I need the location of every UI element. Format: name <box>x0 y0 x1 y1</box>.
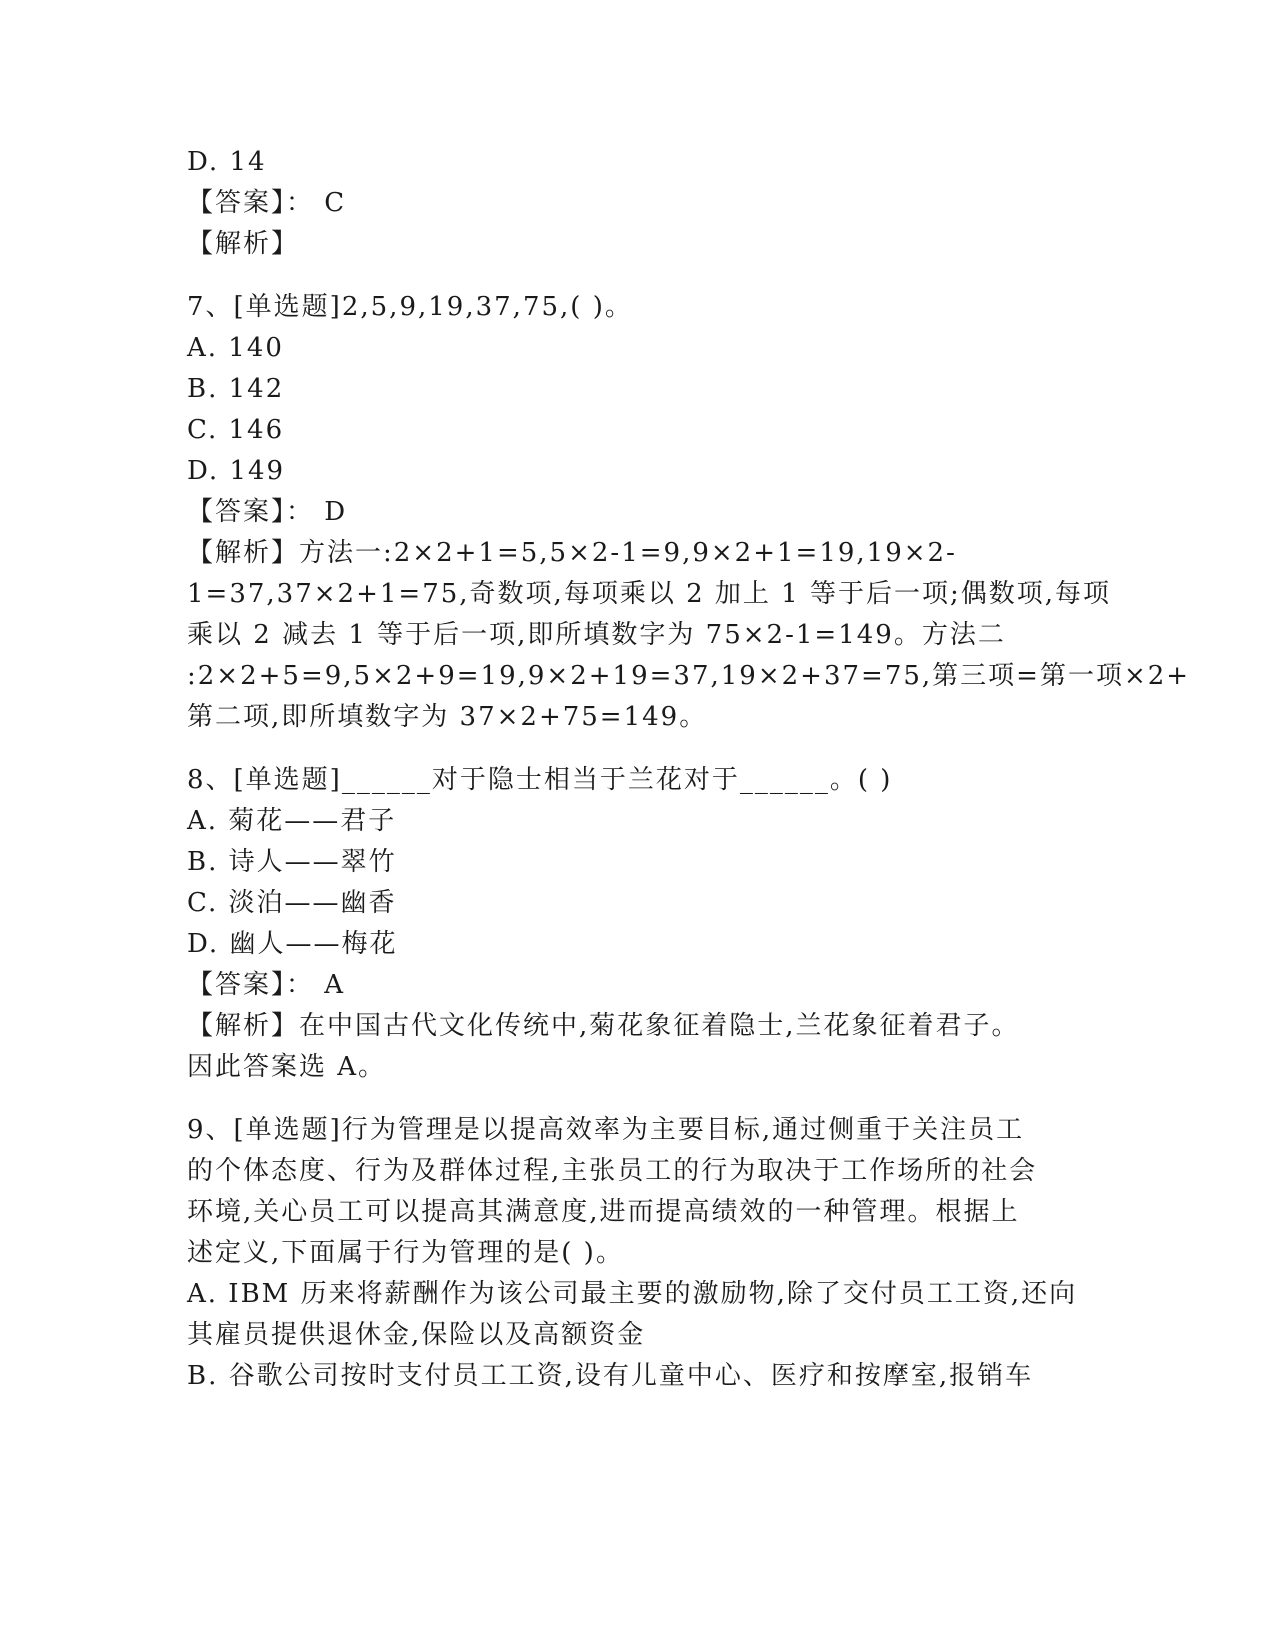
q7-stem: 7、[单选题]2,5,9,19,37,75,( )。 <box>187 292 633 322</box>
q7-analysis-line: 1=37,37×2+1=75,奇数项,每项乘以 2 加上 1 等于后一项;偶数项,每项 <box>187 579 1111 609</box>
q9-option-b-line: B. 谷歌公司按时支付员工工资,设有儿童中心、医疗和按摩室,报销车 <box>187 1361 1034 1391</box>
q9-stem-line: 的个体态度、行为及群体过程,主张员工的行为取决于工作场所的社会 <box>187 1156 1038 1186</box>
q7-option-d: D. 149 <box>187 456 286 486</box>
q8-option-a: A. 菊花——君子 <box>187 806 397 836</box>
q8-analysis-line: 因此答案选 A。 <box>187 1052 387 1082</box>
q9-stem-line: 述定义,下面属于行为管理的是( )。 <box>187 1238 624 1268</box>
q7-analysis-line: :2×2+5=9,5×2+9=19,9×2+19=37,19×2+37=75,第三项=第一项×2+ <box>187 661 1191 691</box>
q8-option-d: D. 幽人——梅花 <box>187 929 398 959</box>
q7-option-b: B. 142 <box>187 374 285 404</box>
q6-option-d: D. 14 <box>187 147 267 177</box>
q8-stem: 8、[单选题]______对于隐士相当于兰花对于______。( ) <box>187 765 893 795</box>
q7-option-a: A. 140 <box>187 333 284 363</box>
q8-analysis-line: 【解析】在中国古代文化传统中,菊花象征着隐士,兰花象征着君子。 <box>187 1011 1020 1041</box>
q9-stem-line: 环境,关心员工可以提高其满意度,进而提高绩效的一种管理。根据上 <box>187 1197 1020 1227</box>
q7-analysis-line: 【解析】方法一:2×2+1=5,5×2-1=9,9×2+1=19,19×2- <box>187 538 957 568</box>
q9-option-a-line: 其雇员提供退休金,保险以及高额资金 <box>187 1320 646 1350</box>
q7-analysis-line: 第二项,即所填数字为 37×2+75=149。 <box>187 702 708 732</box>
q7-answer: 【答案】： D <box>187 497 348 527</box>
q9-option-a-line: A. IBM 历来将薪酬作为该公司最主要的激励物,除了交付员工工资,还向 <box>187 1279 1078 1309</box>
q6-analysis: 【解析】 <box>187 229 300 259</box>
q8-option-b: B. 诗人——翠竹 <box>187 847 397 877</box>
q8-option-c: C. 淡泊——幽香 <box>187 888 397 918</box>
q8-answer: 【答案】： A <box>187 970 346 1000</box>
q6-answer: 【答案】： C <box>187 188 347 218</box>
q7-option-c: C. 146 <box>187 415 285 445</box>
q7-analysis-line: 乘以 2 减去 1 等于后一项,即所填数字为 75×2-1=149。方法二 <box>187 620 1006 650</box>
q9-stem-line: 9、[单选题]行为管理是以提高效率为主要目标,通过侧重于关注员工 <box>187 1115 1025 1145</box>
